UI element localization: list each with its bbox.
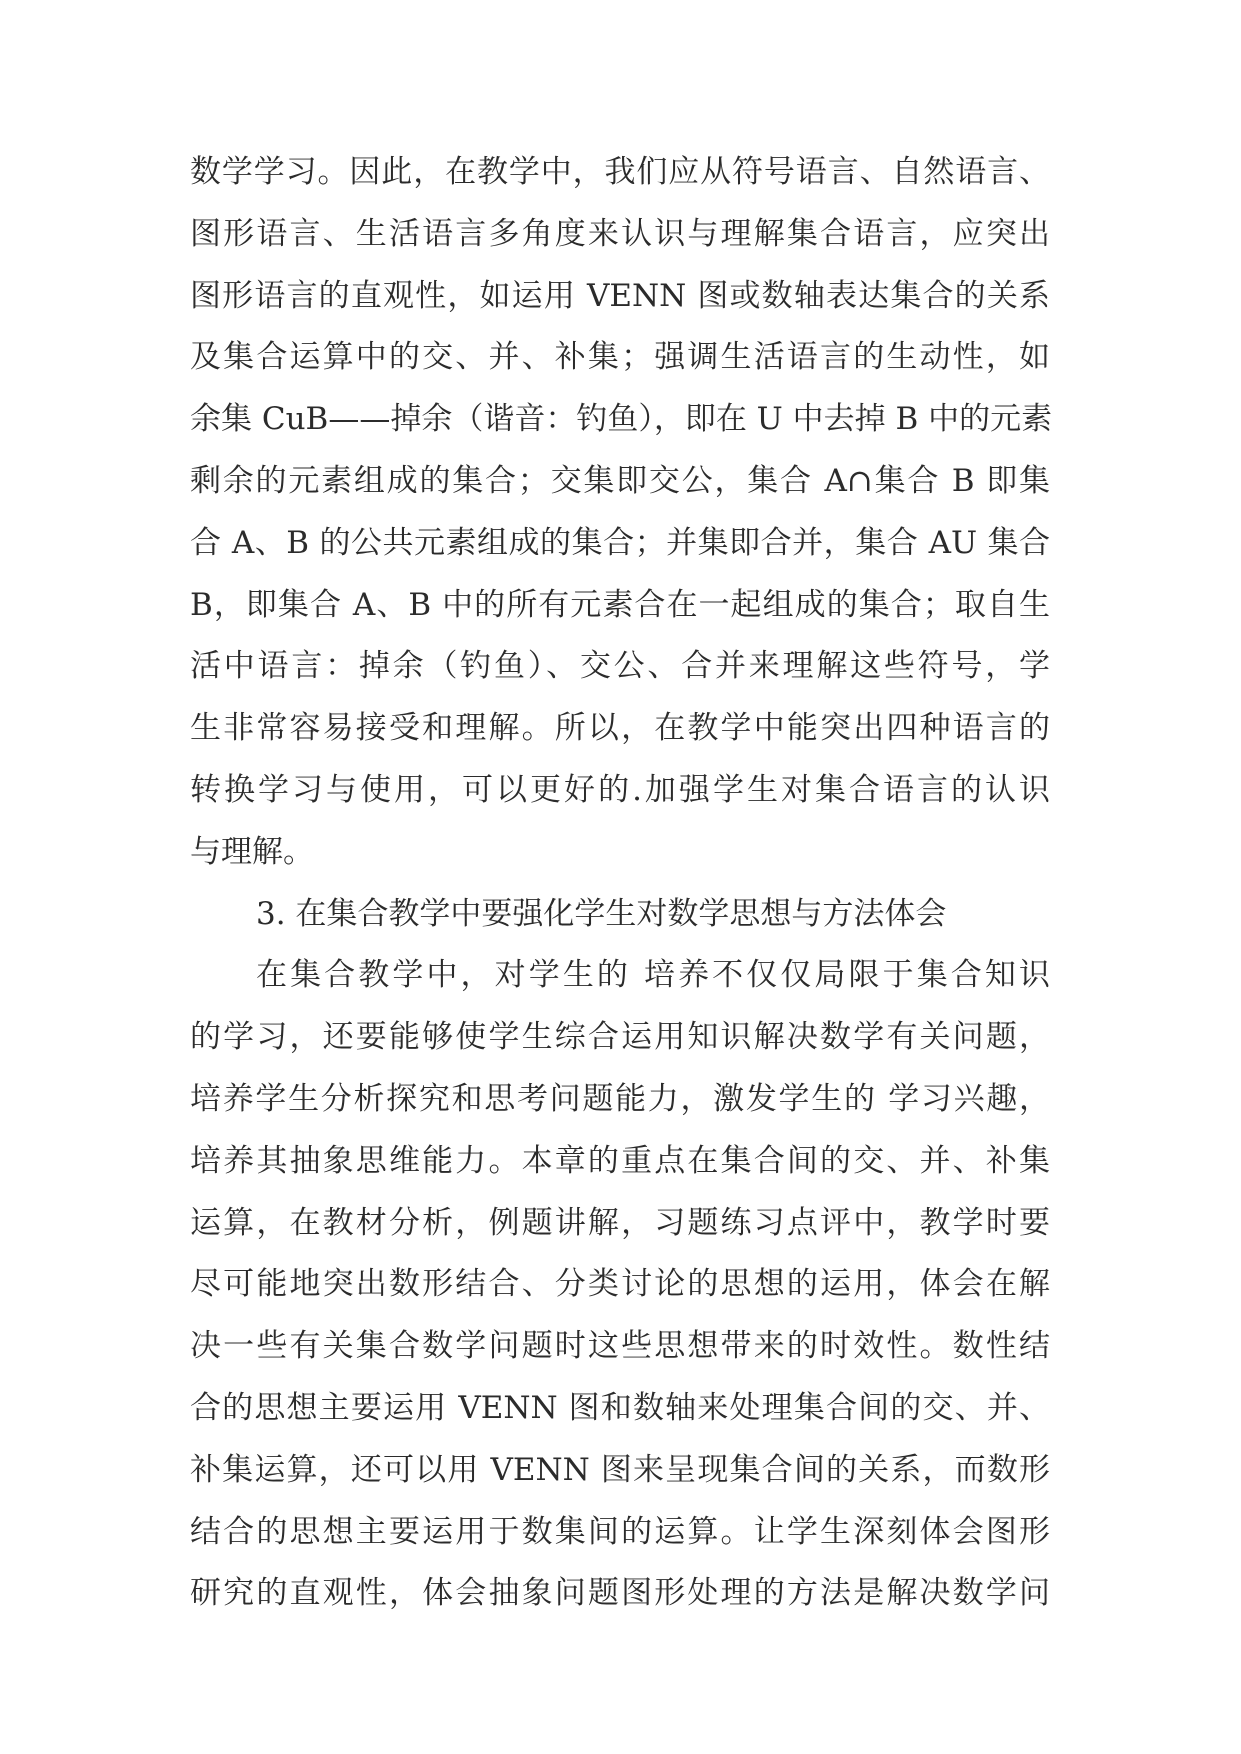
text-line: 剩余的元素组成的集合；交集即交公，集合 A∩集合 B 即集 <box>190 462 1050 499</box>
text-line: 结合的思想主要运用于数集间的运算。让学生深刻体会图形 <box>190 1513 1050 1550</box>
text-line: B，即集合 A、B 中的所有元素合在一起组成的集合；取自生 <box>190 586 1050 623</box>
text-line: 图形语言、生活语言多角度来认识与理解集合语言，应突出 <box>190 215 1050 252</box>
text-line: 合 A、B 的公共元素组成的集合；并集即合并，集合 AU 集合 <box>190 524 1050 561</box>
text-line: 决一些有关集合数学问题时这些思想带来的时效性。数性结 <box>190 1328 1050 1365</box>
text-line: 补集运算，还可以用 VENN 图来呈现集合间的关系，而数形 <box>190 1451 1050 1488</box>
text-line: 的学习，还要能够使学生综合运用知识解决数学有关问题， <box>190 1019 1050 1056</box>
text-line: 生非常容易接受和理解。所以，在教学中能突出四种语言的 <box>190 710 1050 747</box>
text-line: 及集合运算中的交、并、补集；强调生活语言的生动性，如 <box>190 339 1050 376</box>
text-line: 与理解。 <box>190 833 314 870</box>
text-line: 合的思想主要运用 VENN 图和数轴来处理集合间的交、并、 <box>190 1389 1050 1426</box>
text-line: 尽可能地突出数形结合、分类讨论的思想的运用，体会在解 <box>190 1266 1050 1303</box>
text-line: 转换学习与使用，可以更好的.加强学生对集合语言的认识 <box>190 771 1050 808</box>
section-heading: 3. 在集合教学中要强化学生对数学思想与方法体会 <box>256 895 947 932</box>
text-line: 图形语言的直观性，如运用 VENN 图或数轴表达集合的关系 <box>190 277 1050 314</box>
text-line: 数学学习。因此，在教学中，我们应从符号语言、自然语言、 <box>190 154 1050 190</box>
text-line: 在集合教学中，对学生的 培养不仅仅局限于集合知识 <box>256 957 1050 994</box>
text-line: 培养学生分析探究和思考问题能力，激发学生的 学习兴趣， <box>190 1080 1050 1117</box>
text-line: 培养其抽象思维能力。本章的重点在集合间的交、并、补集 <box>190 1142 1050 1179</box>
body-text <box>190 142 1053 1625</box>
text-line: 余集 CuB——掉余（谐音：钓鱼），即在 U 中去掉 B 中的元素 <box>190 401 1053 438</box>
text-line: 活中语言：掉余（钓鱼）、交公、合并来理解这些符号，学 <box>190 648 1050 685</box>
text-line: 运算，在教材分析，例题讲解，习题练习点评中，教学时要 <box>190 1204 1050 1241</box>
text-line: 研究的直观性，体会抽象问题图形处理的方法是解决数学问 <box>190 1575 1050 1612</box>
